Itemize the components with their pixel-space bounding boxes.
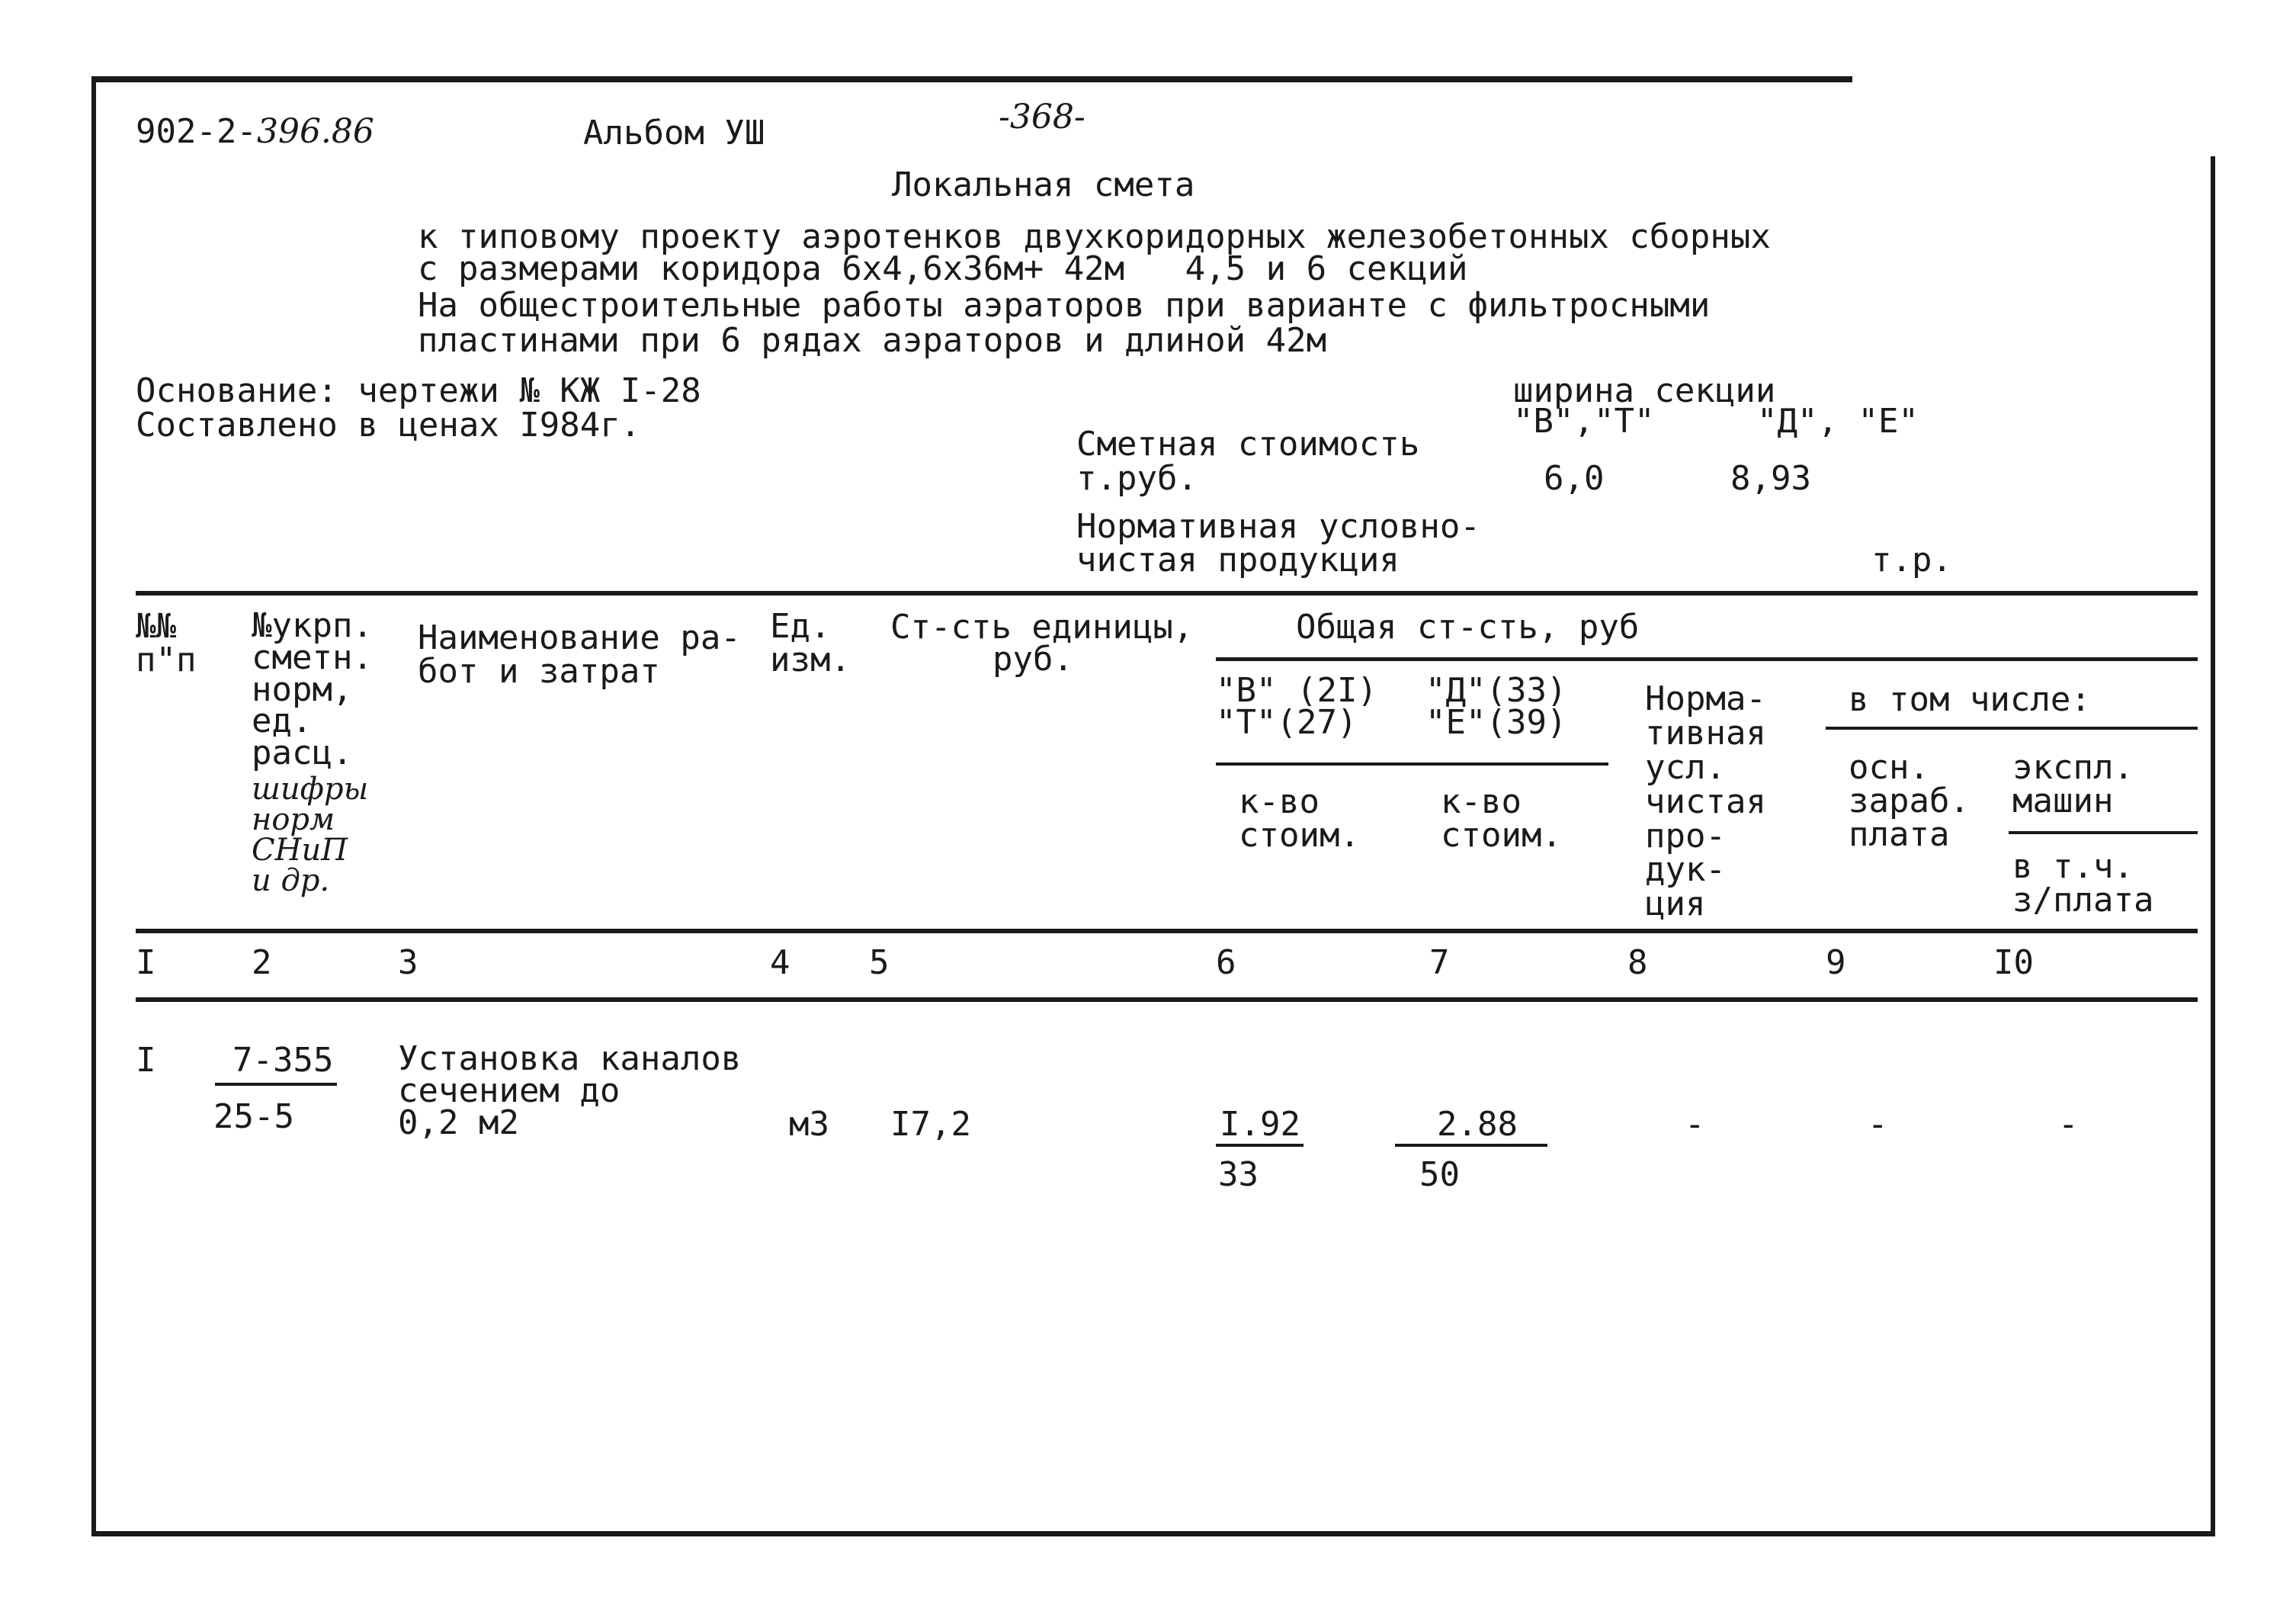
hdr-c5-line-2: руб. xyxy=(992,640,1073,679)
row-name: Установка каналов сечением до 0,2 м2 xyxy=(398,1039,742,1142)
hdr-c8: Норма- тивная усл. чистая про- дук- ция xyxy=(1645,679,1766,924)
col-number-7: 7 xyxy=(1429,943,1450,982)
table-top-rule xyxy=(136,591,2198,596)
row-code-top: 7-355 xyxy=(232,1041,334,1080)
cost-bt: 6,0 xyxy=(1544,459,1605,498)
c10-sub-rule xyxy=(2009,831,2198,834)
including-rule xyxy=(1826,727,2198,730)
hdr-c9: осн. зараб. плата xyxy=(1849,748,1970,854)
col-de-label: "Д", "Е" xyxy=(1757,402,1919,441)
album-label: Альбом УШ xyxy=(583,114,765,152)
subtitle-line-1: к типовому проекту аэротенков двухкоридорных железобетонных сборных xyxy=(418,217,1771,256)
frame-bottom xyxy=(91,1531,2215,1536)
frame-right xyxy=(2211,156,2215,1536)
row-c10: - xyxy=(2058,1105,2079,1144)
hdr-c5-line-1: Ст-сть единицы, xyxy=(890,608,1194,647)
row-c9: - xyxy=(1868,1105,1888,1144)
doc-code: 902-2-396.86 xyxy=(136,112,374,151)
col-number-10: I0 xyxy=(1993,943,2034,982)
col-number-6: 6 xyxy=(1216,943,1236,982)
col-number-4: 4 xyxy=(770,943,790,982)
row-c8: - xyxy=(1685,1105,1705,1144)
hdr-c7-group: "Д"(33) "Е"(39) xyxy=(1425,671,1567,742)
hdr-c4: Ед. изм. xyxy=(770,607,851,679)
row-c7-top: 2.88 xyxy=(1437,1105,1518,1144)
section-width-label: ширина секции xyxy=(1513,371,1776,410)
group-rule xyxy=(1216,762,1608,766)
hdr-c6-group: "В" (2I) "Т"(27) xyxy=(1216,671,1377,742)
cost-de: 8,93 xyxy=(1730,459,1811,498)
colnum-bottom-rule xyxy=(136,997,2198,1002)
row-c6-bottom: 33 xyxy=(1218,1155,1259,1194)
hdr-total-cost: Общая ст-сть, руб xyxy=(1296,608,1640,647)
hdr-c2: №укрп. сметн. норм, ед. расц. xyxy=(252,606,373,773)
row-c7-underline xyxy=(1395,1144,1547,1147)
row-c6-underline xyxy=(1216,1144,1304,1147)
hdr-c6: к-во стоим. xyxy=(1239,782,1360,855)
hdr-c3: Наименование ра- бот и затрат xyxy=(418,618,741,691)
document-title: Локальная смета xyxy=(892,165,1195,204)
row-unit-cost: I7,2 xyxy=(890,1105,971,1144)
norm-label-2: чистая продукция xyxy=(1076,541,1400,579)
row-code-bottom: 25-5 xyxy=(213,1097,294,1136)
row-c6-top: I.92 xyxy=(1220,1105,1300,1144)
page-number: -368- xyxy=(999,98,1085,136)
frame-left xyxy=(91,76,96,1536)
norm-unit: т.р. xyxy=(1871,541,1952,579)
subtitle-line-3: На общестроительные работы аэраторов при варианте с фильтросными xyxy=(418,286,1711,325)
col-number-3: 3 xyxy=(398,943,418,982)
hdr-c10-sub: в т.ч. з/плата xyxy=(2012,847,2154,920)
row-c7-bottom: 50 xyxy=(1419,1155,1460,1194)
col-bt-label: "В","Т" xyxy=(1513,402,1655,441)
row-code-underline xyxy=(215,1083,337,1086)
subtitle-line-2: с размерами коридора 6х4,6х36м+ 42м 4,5 и 6 секций xyxy=(418,249,1468,288)
norm-label-1: Нормативная условно- xyxy=(1076,507,1480,546)
hdr-c10: экспл. машин xyxy=(2012,748,2134,820)
cost-label-1: Сметная стоимость xyxy=(1076,425,1420,464)
frame-top xyxy=(91,76,1852,82)
hdr-c2-handwritten: шифры норм СНиП и др. xyxy=(252,772,369,898)
total-cost-rule xyxy=(1216,657,2198,661)
col-number-5: 5 xyxy=(869,943,890,982)
subtitle-line-4: пластинами при 6 рядах аэраторов и длиной 42м xyxy=(418,321,1327,360)
basis-line-1: Основание: чертежи № КЖ I-28 xyxy=(136,371,701,410)
doc-code-handwritten: 396.86 xyxy=(256,112,374,151)
row-num: I xyxy=(136,1041,156,1080)
col-number-1: I xyxy=(136,943,156,982)
cost-label-2: т.руб. xyxy=(1076,459,1198,498)
col-number-2: 2 xyxy=(252,943,272,982)
row-unit: м3 xyxy=(789,1105,829,1144)
col-number-9: 9 xyxy=(1826,943,1846,982)
header-bottom-rule xyxy=(136,929,2198,933)
hdr-c7: к-во стоим. xyxy=(1441,782,1562,855)
col-number-8: 8 xyxy=(1627,943,1648,982)
hdr-including: в том числе: xyxy=(1849,680,2091,719)
basis-line-2: Составлено в ценах I984г. xyxy=(136,406,641,445)
hdr-c1: №№ п"п xyxy=(136,607,197,679)
